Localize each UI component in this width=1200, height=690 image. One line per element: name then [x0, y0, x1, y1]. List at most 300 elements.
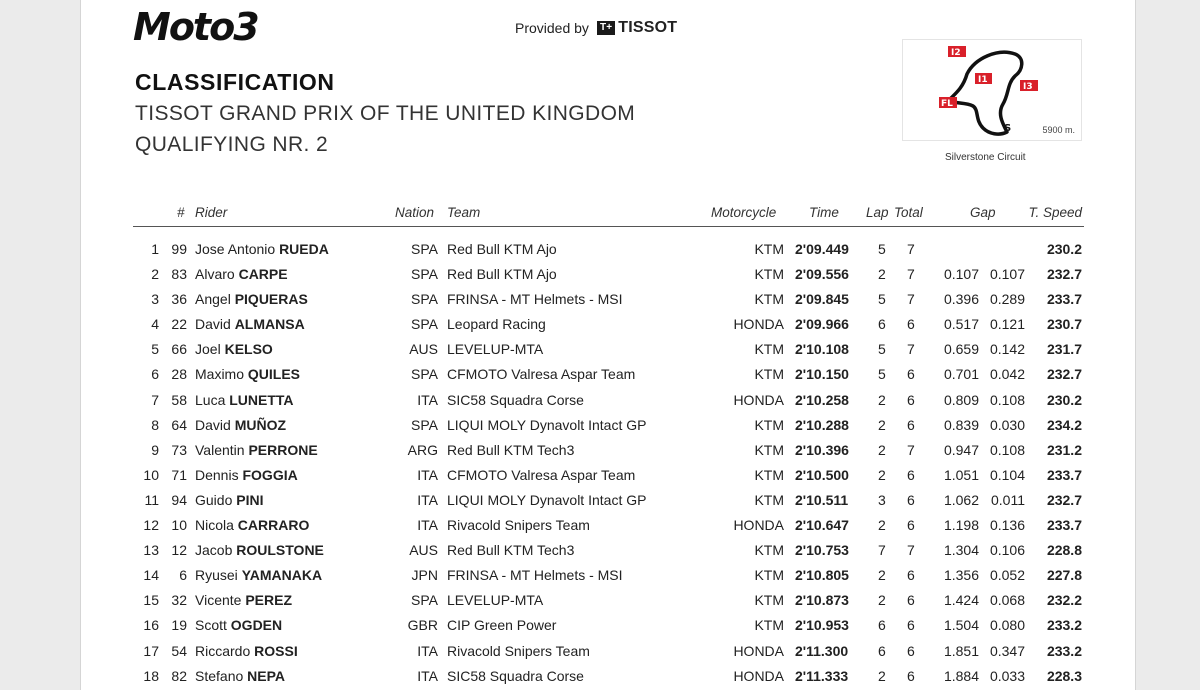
position: 2 [151, 266, 159, 283]
rider-first-name: Jose Antonio [195, 241, 276, 257]
rider-last-name: ALMANSA [234, 316, 305, 333]
nation: SPA [411, 241, 438, 257]
rider-number: 32 [171, 592, 187, 609]
rider-last-name: LUNETTA [229, 391, 294, 408]
best-lap: 7 [878, 542, 886, 559]
motorcycle: KTM [754, 466, 784, 483]
nation: SPA [411, 592, 438, 609]
top-speed: 233.7 [1046, 466, 1082, 483]
nation: SPA [411, 366, 438, 383]
rider-last-name: PINI [236, 491, 264, 508]
table-row [133, 311, 1084, 336]
sector-label-i2: I2 [951, 48, 961, 58]
position: 15 [143, 592, 159, 609]
rider-first-name: David [195, 416, 231, 433]
col-team: Team [447, 205, 481, 220]
table-row [133, 562, 1084, 587]
team: Red Bull KTM Ajo [447, 266, 557, 283]
results-page [80, 0, 1136, 690]
lap-time: 2'10.647 [795, 517, 849, 534]
rider-last-name: NEPA [247, 667, 286, 684]
table-row [133, 361, 1084, 386]
rider-number: 28 [171, 366, 187, 383]
gap-previous: 0.042 [989, 366, 1025, 383]
top-speed: 234.2 [1046, 416, 1082, 433]
team: SIC58 Squadra Corse [447, 391, 584, 408]
gap-previous: 0.104 [989, 466, 1025, 483]
session-title: QUALIFYING NR. 2 [135, 133, 329, 156]
motorcycle: KTM [754, 241, 784, 257]
table-row [133, 286, 1084, 311]
gap-previous: 0.289 [989, 291, 1025, 308]
nation: ITA [417, 466, 438, 483]
rider-name [195, 592, 292, 608]
team: Red Bull KTM Tech3 [447, 441, 575, 458]
gap-previous: 0.108 [989, 441, 1025, 458]
position: 10 [143, 466, 159, 483]
gap-first: 1.062 [943, 491, 979, 508]
rider-first-name: Ryusei [195, 567, 238, 584]
rider-number: 6 [179, 567, 187, 584]
gap-previous: 0.030 [989, 416, 1025, 433]
gap-previous: 0.106 [989, 542, 1025, 559]
rider-last-name: RUEDA [279, 241, 329, 257]
rider-first-name: Guido [195, 491, 233, 508]
col-total: Total [894, 205, 923, 220]
top-speed: 233.2 [1046, 642, 1082, 659]
logo-text: Moto3 [133, 6, 258, 46]
rider-first-name: Vicente [195, 592, 242, 609]
lap-time: 2'10.953 [795, 617, 849, 634]
col-rider: Rider [195, 205, 228, 220]
total-laps: 6 [907, 491, 915, 508]
position: 6 [151, 366, 159, 383]
motorcycle: HONDA [733, 517, 784, 534]
rider-number: 83 [171, 266, 187, 283]
gap-first: 1.504 [943, 617, 979, 634]
best-lap: 2 [878, 266, 886, 283]
team: Rivacold Snipers Team [447, 517, 590, 534]
total-laps: 6 [907, 366, 915, 383]
gap-previous: 0.121 [989, 316, 1025, 333]
rider-number: 71 [171, 466, 187, 483]
table-row [133, 512, 1084, 537]
table-row [133, 663, 1084, 688]
motorcycle: KTM [754, 617, 784, 634]
sector-label-fl: FL [941, 99, 953, 109]
gap-first: 0.809 [943, 391, 979, 408]
team: Red Bull KTM Ajo [447, 241, 557, 257]
rider-number: 54 [171, 642, 187, 659]
gap-previous: 0.347 [989, 642, 1025, 659]
best-lap: 6 [878, 617, 886, 634]
lap-time: 2'09.845 [795, 291, 849, 308]
top-speed: 232.2 [1046, 592, 1082, 609]
rider-name [195, 492, 263, 508]
table-row [133, 412, 1084, 437]
col-speed: T. Speed [1028, 205, 1082, 220]
rider-number: 94 [171, 491, 187, 508]
rider-first-name: David [195, 316, 231, 333]
position: 17 [143, 642, 159, 659]
gap-first: 1.356 [943, 567, 979, 584]
tissot-name: TISSOT [618, 19, 678, 36]
rider-name [195, 366, 300, 382]
team: CFMOTO Valresa Aspar Team [447, 466, 636, 483]
position: 14 [143, 567, 159, 584]
track-map [902, 39, 1082, 141]
team: LIQUI MOLY Dynavolt Intact GP [447, 491, 647, 508]
best-lap: 2 [878, 517, 886, 534]
gap-first: 0.659 [943, 341, 979, 358]
table-row [133, 387, 1084, 412]
motorcycle: HONDA [733, 391, 784, 408]
total-laps: 7 [907, 266, 915, 283]
lap-time: 2'10.805 [795, 567, 849, 584]
total-laps: 7 [907, 441, 915, 458]
total-laps: 6 [907, 567, 915, 584]
rider-first-name: Dennis [195, 466, 239, 483]
motorcycle: KTM [754, 366, 784, 383]
lap-time: 2'11.333 [795, 667, 849, 684]
col-num: # [177, 205, 185, 220]
rider-name [195, 316, 305, 332]
position: 9 [151, 441, 159, 458]
top-speed: 227.8 [1046, 567, 1082, 584]
nation: ITA [417, 491, 438, 508]
motorcycle: HONDA [733, 667, 784, 684]
rider-name [195, 266, 288, 282]
rider-last-name: CARRARO [237, 517, 310, 534]
rider-name [195, 617, 282, 633]
nation: SPA [411, 416, 438, 433]
circuit-name: Silverstone Circuit [945, 152, 1026, 163]
rider-first-name: Valentin [195, 441, 245, 458]
total-laps: 6 [907, 592, 915, 609]
best-lap: 3 [878, 491, 886, 508]
gap-first: 1.884 [943, 667, 979, 684]
rider-first-name: Nicola [195, 517, 234, 534]
rider-number: 12 [171, 542, 187, 559]
rider-last-name: PERRONE [248, 441, 318, 458]
gap-first: 1.424 [943, 592, 979, 609]
gap-first: 0.396 [943, 291, 979, 308]
gap-previous: 0.052 [989, 567, 1025, 584]
team: FRINSA - MT Helmets - MSI [447, 567, 623, 584]
table-row [133, 261, 1084, 286]
best-lap: 2 [878, 567, 886, 584]
rider-number: 58 [171, 391, 187, 408]
best-lap: 2 [878, 441, 886, 458]
gap-first: 1.304 [943, 542, 979, 559]
team: Leopard Racing [447, 316, 546, 333]
rider-name [195, 542, 324, 558]
rider-name [195, 668, 285, 684]
event-title: TISSOT GRAND PRIX OF THE UNITED KINGDOM [135, 102, 636, 125]
position: 8 [151, 416, 159, 433]
rider-number: 10 [171, 517, 187, 534]
rider-last-name: QUILES [247, 366, 301, 383]
gap-first: 0.701 [943, 366, 979, 383]
motorcycle: KTM [754, 441, 784, 458]
lap-time: 2'10.108 [795, 341, 849, 358]
gap-first: 1.051 [943, 466, 979, 483]
rider-first-name: Scott [195, 617, 227, 634]
nation: GBR [407, 617, 438, 634]
gap-first: 0.839 [943, 416, 979, 433]
lap-time: 2'10.511 [795, 491, 849, 508]
team: CFMOTO Valresa Aspar Team [447, 366, 636, 383]
col-nation: Nation [395, 205, 435, 220]
nation: ITA [417, 391, 438, 408]
col-time: Time [809, 205, 839, 220]
rider-number: 82 [171, 667, 187, 684]
gap-previous: 0.142 [989, 341, 1025, 358]
lap-time: 2'09.556 [795, 266, 849, 283]
best-lap: 2 [878, 667, 886, 684]
best-lap: 5 [878, 241, 886, 257]
position: 16 [143, 617, 159, 634]
top-speed: 231.2 [1046, 441, 1082, 458]
top-speed: 233.7 [1046, 291, 1082, 308]
table-row [133, 537, 1084, 562]
best-lap: 6 [878, 642, 886, 659]
top-speed: 228.3 [1046, 667, 1082, 684]
classification-table [133, 202, 1084, 688]
best-lap: 2 [878, 416, 886, 433]
motorcycle: HONDA [733, 316, 784, 333]
rider-last-name: MUÑOZ [234, 416, 287, 433]
nation: SPA [411, 316, 438, 333]
rider-first-name: Riccardo [195, 642, 251, 659]
rider-name [195, 417, 286, 433]
gap-previous: 0.011 [991, 491, 1025, 508]
gap-previous: 0.107 [989, 266, 1025, 283]
rider-last-name: ROSSI [254, 642, 298, 659]
position: 12 [143, 517, 159, 534]
gap-first: 0.947 [943, 441, 979, 458]
best-lap: 2 [878, 466, 886, 483]
gap-previous: 0.080 [989, 617, 1025, 634]
top-speed: 230.7 [1046, 316, 1082, 333]
team: LIQUI MOLY Dynavolt Intact GP [447, 416, 647, 433]
team: Rivacold Snipers Team [447, 642, 590, 659]
rider-number: 64 [171, 416, 187, 433]
motorcycle: KTM [754, 592, 784, 609]
total-laps: 7 [907, 341, 915, 358]
rider-name [195, 241, 329, 257]
top-speed: 228.8 [1046, 542, 1082, 559]
top-speed: 233.7 [1046, 517, 1082, 534]
rider-first-name: Stefano [195, 667, 244, 684]
total-laps: 6 [907, 642, 915, 659]
rider-number: 22 [171, 316, 187, 333]
team: FRINSA - MT Helmets - MSI [447, 291, 623, 308]
total-laps: 6 [907, 391, 915, 408]
col-gap: Gap [970, 205, 996, 220]
best-lap: 5 [878, 341, 886, 358]
track-length: 5900 m. [1042, 125, 1075, 135]
rider-last-name: PEREZ [245, 592, 293, 609]
nation: ITA [417, 642, 438, 659]
total-laps: 7 [907, 291, 915, 308]
rider-name [195, 567, 322, 583]
lap-time: 2'10.396 [795, 441, 849, 458]
rider-name [195, 517, 309, 533]
table-row [133, 612, 1084, 637]
lap-time: 2'10.258 [795, 391, 849, 408]
lap-time: 2'11.300 [795, 642, 849, 659]
motorcycle: KTM [754, 491, 784, 508]
nation: JPN [411, 567, 438, 584]
best-lap: 5 [878, 366, 886, 383]
rider-first-name: Alvaro [195, 266, 235, 283]
total-laps: 7 [907, 542, 915, 559]
rider-last-name: CARPE [238, 266, 288, 283]
moto3-logo-icon [133, 6, 328, 46]
top-speed: 232.7 [1046, 366, 1082, 383]
team: CIP Green Power [447, 617, 557, 634]
gap-first: 1.198 [943, 517, 979, 534]
rider-name [195, 442, 318, 458]
rider-first-name: Joel [195, 341, 221, 358]
team: LEVELUP-MTA [447, 341, 544, 358]
position: 3 [151, 291, 159, 308]
moto3-logo [133, 6, 328, 46]
provided-by-label: Provided by [515, 20, 589, 36]
top-speed: 231.7 [1046, 341, 1082, 358]
position: 4 [151, 316, 159, 333]
best-lap: 2 [878, 391, 886, 408]
rider-name [195, 341, 273, 357]
nation: ITA [417, 667, 438, 684]
top-speed: 232.7 [1046, 266, 1082, 283]
nation: ARG [407, 441, 438, 458]
rider-number: 66 [171, 341, 187, 358]
page-title: CLASSIFICATION [135, 69, 335, 95]
position: 18 [143, 667, 159, 684]
top-speed: 233.2 [1046, 617, 1082, 634]
total-laps: 6 [907, 466, 915, 483]
lap-time: 2'09.966 [795, 316, 849, 333]
top-speed: 230.2 [1046, 241, 1082, 257]
lap-time: 2'10.753 [795, 542, 849, 559]
table-row [133, 587, 1084, 612]
gap-previous: 0.033 [989, 667, 1025, 684]
rider-name [195, 467, 298, 483]
lap-time: 2'10.500 [795, 466, 849, 483]
total-laps: 6 [907, 667, 915, 684]
rider-number: 99 [171, 241, 187, 257]
rider-last-name: YAMANAKA [241, 567, 323, 584]
table-body [133, 227, 1084, 688]
nation: AUS [409, 341, 438, 358]
position: 11 [144, 491, 159, 508]
team: LEVELUP-MTA [447, 592, 544, 609]
gap-previous: 0.108 [989, 391, 1025, 408]
motorcycle: KTM [754, 416, 784, 433]
team: Red Bull KTM Tech3 [447, 542, 575, 559]
gap-previous: 0.068 [989, 592, 1025, 609]
gap-first: 0.517 [943, 316, 979, 333]
gap-previous: 0.136 [989, 517, 1025, 534]
lap-time: 2'10.873 [795, 592, 849, 609]
rider-number: 73 [171, 441, 187, 458]
rider-last-name: OGDEN [230, 617, 283, 634]
top-speed: 232.7 [1046, 491, 1082, 508]
col-lap: Lap [866, 205, 889, 220]
table-row [133, 437, 1084, 462]
tissot-tag: T+ [597, 21, 615, 35]
sector-label-i3: I3 [1023, 82, 1033, 92]
rider-first-name: Luca [195, 391, 226, 408]
rider-first-name: Angel [195, 291, 231, 308]
motorcycle: KTM [754, 266, 784, 283]
col-motorcycle: Motorcycle [711, 205, 777, 220]
total-laps: 7 [907, 241, 915, 257]
rider-last-name: FOGGIA [242, 466, 298, 483]
table-row [133, 487, 1084, 512]
position: 5 [151, 341, 159, 358]
top-speed: 230.2 [1046, 391, 1082, 408]
provided-by [515, 19, 677, 37]
total-laps: 6 [907, 617, 915, 634]
total-laps: 6 [907, 316, 915, 333]
nation: ITA [417, 517, 438, 534]
nation: SPA [411, 266, 438, 283]
rider-name [195, 643, 298, 659]
best-lap: 5 [878, 291, 886, 308]
position: 7 [151, 391, 159, 408]
rider-last-name: ROULSTONE [236, 542, 324, 559]
table-header [133, 202, 1084, 227]
motorcycle: KTM [754, 341, 784, 358]
gap-first: 1.851 [943, 642, 979, 659]
best-lap: 6 [878, 316, 886, 333]
rider-number: 36 [171, 291, 187, 308]
total-laps: 6 [907, 517, 915, 534]
rider-name [195, 291, 308, 307]
motorcycle: KTM [754, 542, 784, 559]
lap-time: 2'10.150 [795, 366, 849, 383]
gap-first: 0.107 [943, 266, 979, 283]
nation: AUS [409, 542, 438, 559]
rider-last-name: PIQUERAS [234, 291, 308, 308]
position: 13 [143, 542, 159, 559]
best-lap: 2 [878, 592, 886, 609]
rider-name [195, 392, 294, 408]
total-laps: 6 [907, 416, 915, 433]
table-row [133, 236, 1084, 261]
tissot-logo [597, 19, 677, 37]
table-row [133, 462, 1084, 487]
nation: SPA [411, 291, 438, 308]
rider-first-name: Maximo [195, 366, 245, 383]
lap-time: 2'10.288 [795, 416, 849, 433]
table-row [133, 336, 1084, 361]
team: SIC58 Squadra Corse [447, 667, 584, 684]
rider-first-name: Jacob [195, 542, 233, 559]
lap-time: 2'09.449 [795, 241, 849, 257]
rider-last-name: KELSO [224, 341, 273, 358]
position: 1 [151, 241, 159, 257]
start-label: S [1004, 123, 1012, 134]
table-row [133, 638, 1084, 663]
motorcycle: KTM [754, 291, 784, 308]
rider-number: 19 [171, 617, 187, 634]
sector-label-i1: I1 [978, 75, 988, 85]
motorcycle: HONDA [733, 642, 784, 659]
